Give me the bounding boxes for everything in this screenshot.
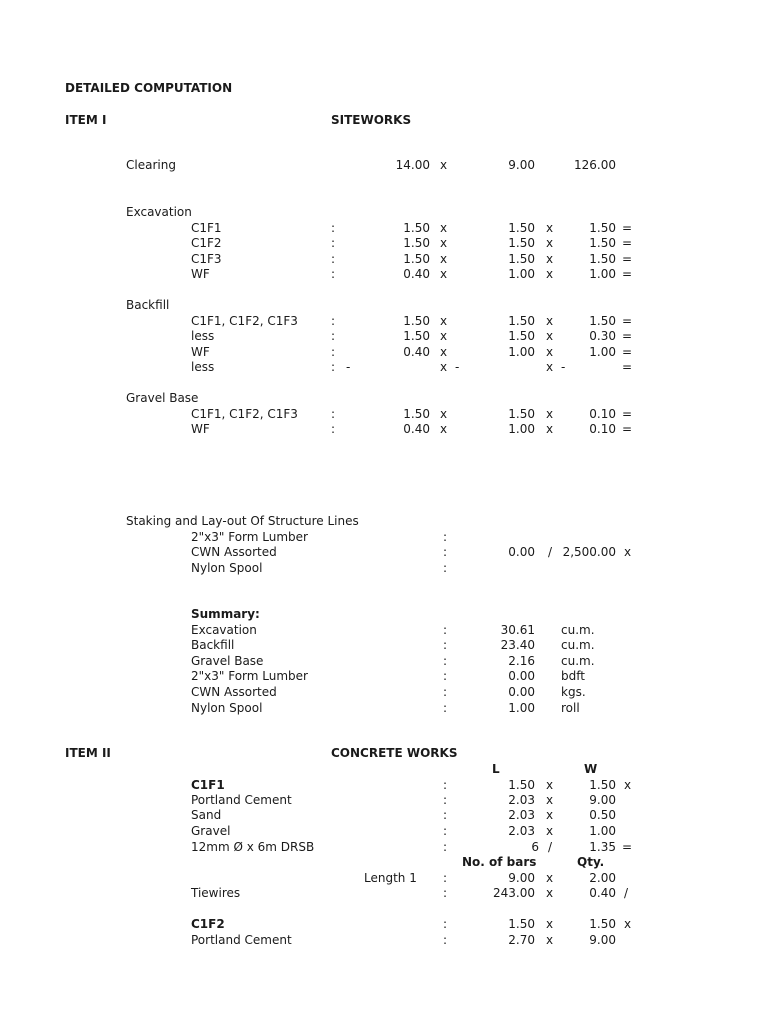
colon: : (443, 778, 448, 792)
row-name: Portland Cement (191, 933, 292, 947)
colon: : (443, 808, 448, 822)
equals-sign: = (622, 840, 633, 854)
value-b: 1.00 (508, 267, 535, 281)
excavation-label: Excavation (126, 205, 192, 219)
multiply-sign: x (624, 917, 632, 931)
colon: : (331, 221, 336, 235)
summary-unit: cu.m. (561, 654, 595, 668)
row-name: Excavation (191, 623, 257, 637)
row-name: C1F2 (191, 236, 222, 250)
value-a: 0.40 (403, 345, 430, 359)
value-b: 9.00 (589, 933, 616, 947)
value-c: 1.50 (589, 252, 616, 266)
row-name: Nylon Spool (191, 561, 263, 575)
value-a: 2.70 (508, 933, 535, 947)
dash: - (455, 360, 460, 374)
multiply-sign: x (624, 778, 632, 792)
quantity-header: Qty. (577, 855, 605, 869)
value-c: 1.50 (589, 314, 616, 328)
colon: : (331, 329, 336, 343)
multiply-sign: x (440, 221, 448, 235)
colon: : (443, 933, 448, 947)
equals-sign: = (622, 329, 633, 343)
row-name: less (191, 360, 215, 374)
dash: - (346, 360, 351, 374)
summary-value: 0.00 (508, 685, 535, 699)
item-1-label: ITEM I (65, 113, 107, 127)
colon: : (443, 824, 448, 838)
multiply-sign: x (440, 345, 448, 359)
value-c: 1.00 (589, 267, 616, 281)
value-a: 9.00 (508, 871, 535, 885)
value-c: 0.30 (589, 329, 616, 343)
equals-sign: = (622, 360, 633, 374)
multiply-sign: x (440, 422, 448, 436)
colon: : (443, 654, 448, 668)
summary-value: 23.40 (500, 638, 535, 652)
row-name: Nylon Spool (191, 701, 263, 715)
equals-sign: = (622, 236, 633, 250)
value-a: 6 (531, 840, 539, 854)
backfill-label: Backfill (126, 298, 170, 312)
row-name: CWN Assorted (191, 685, 277, 699)
colon: : (331, 252, 336, 266)
colon: : (443, 793, 448, 807)
length-value: 1.50 (508, 778, 535, 792)
value-b: 0.40 (589, 886, 616, 900)
value-a: 1.50 (403, 252, 430, 266)
multiply-sign: x (546, 267, 554, 281)
multiply-sign: x (546, 917, 554, 931)
equals-sign: = (622, 314, 633, 328)
multiply-sign: x (546, 252, 554, 266)
multiply-sign: x (440, 158, 448, 172)
row-name: C1F1 (191, 221, 222, 235)
multiply-sign: x (546, 886, 554, 900)
width-value: 1.50 (589, 917, 616, 931)
row-name: 2"x3" Form Lumber (191, 669, 308, 683)
summary-unit: roll (561, 701, 580, 715)
row-name: WF (191, 345, 210, 359)
value-c: 1.00 (589, 345, 616, 359)
multiply-sign: x (546, 329, 554, 343)
colon: : (443, 871, 448, 885)
colon: : (443, 638, 448, 652)
row-name: WF (191, 422, 210, 436)
gravel-base-label: Gravel Base (126, 391, 199, 405)
multiply-sign: x (624, 545, 632, 559)
value-b: 1.50 (508, 329, 535, 343)
colon: : (443, 917, 448, 931)
summary-unit: cu.m. (561, 638, 595, 652)
clearing-width: 9.00 (508, 158, 535, 172)
multiply-sign: x (546, 407, 554, 421)
colon: : (443, 530, 448, 544)
value-a: 243.00 (493, 886, 535, 900)
tiewires-label: Tiewires (191, 886, 241, 900)
multiply-sign: x (546, 933, 554, 947)
divide-sign: / (548, 840, 553, 854)
item-2-label: ITEM II (65, 746, 111, 760)
value-a: 1.50 (403, 236, 430, 250)
row-name: C1F1, C1F2, C1F3 (191, 407, 298, 421)
divide-sign: / (624, 886, 629, 900)
summary-heading: Summary: (191, 607, 260, 621)
value-b: 1.50 (508, 314, 535, 328)
equals-sign: = (622, 267, 633, 281)
staking-label: Staking and Lay-out Of Structure Lines (126, 514, 359, 528)
multiply-sign: x (440, 360, 448, 374)
summary-value: 0.00 (508, 669, 535, 683)
summary-unit: cu.m. (561, 623, 595, 637)
colon: : (443, 561, 448, 575)
multiply-sign: x (546, 793, 554, 807)
summary-unit: bdft (561, 669, 585, 683)
value-b: 1.50 (508, 252, 535, 266)
item-1-name: SITEWORKS (331, 113, 412, 127)
value-b: 0.50 (589, 808, 616, 822)
column-w-header: W (584, 762, 598, 776)
c1f2-label: C1F2 (191, 917, 225, 931)
multiply-sign: x (546, 345, 554, 359)
colon: : (443, 669, 448, 683)
value-b: 2.00 (589, 871, 616, 885)
clearing-result: 126.00 (574, 158, 616, 172)
multiply-sign: x (440, 314, 448, 328)
width-value: 1.50 (589, 778, 616, 792)
equals-sign: = (622, 221, 633, 235)
value-a: 1.50 (403, 329, 430, 343)
row-name: C1F3 (191, 252, 222, 266)
value-a: 0.00 (508, 545, 535, 559)
multiply-sign: x (440, 252, 448, 266)
row-name: Gravel (191, 824, 231, 838)
colon: : (331, 236, 336, 250)
row-name: 12mm Ø x 6m DRSB (191, 840, 315, 854)
multiply-sign: x (546, 314, 554, 328)
row-name: Gravel Base (191, 654, 264, 668)
colon: : (331, 360, 336, 374)
value-a: 2.03 (508, 824, 535, 838)
value-a: 2.03 (508, 793, 535, 807)
c1f1-label: C1F1 (191, 778, 225, 792)
divide-sign: / (548, 545, 553, 559)
value-a: 1.50 (403, 407, 430, 421)
colon: : (331, 407, 336, 421)
multiply-sign: x (546, 236, 554, 250)
number-of-bars-header: No. of bars (462, 855, 537, 869)
clearing-length: 14.00 (395, 158, 430, 172)
row-name: Backfill (191, 638, 235, 652)
value-b: 1.50 (508, 236, 535, 250)
colon: : (331, 422, 336, 436)
colon: : (443, 685, 448, 699)
summary-value: 1.00 (508, 701, 535, 715)
multiply-sign: x (546, 778, 554, 792)
dash: - (561, 360, 566, 374)
value-a: 1.50 (403, 221, 430, 235)
colon: : (443, 840, 448, 854)
equals-sign: = (622, 407, 633, 421)
row-name: less (191, 329, 215, 343)
value-b: 1.00 (508, 345, 535, 359)
value-b: 1.35 (589, 840, 616, 854)
row-name: C1F1, C1F2, C1F3 (191, 314, 298, 328)
value-b: 1.50 (508, 221, 535, 235)
value-b: 1.00 (508, 422, 535, 436)
row-name: CWN Assorted (191, 545, 277, 559)
value-a: 1.50 (403, 314, 430, 328)
multiply-sign: x (546, 221, 554, 235)
value-b: 2,500.00 (562, 545, 616, 559)
summary-value: 30.61 (500, 623, 535, 637)
length-value: 1.50 (508, 917, 535, 931)
value-a: 0.40 (403, 267, 430, 281)
document-title: DETAILED COMPUTATION (65, 81, 233, 95)
value-c: 0.10 (589, 422, 616, 436)
summary-value: 2.16 (508, 654, 535, 668)
row-name: Sand (191, 808, 222, 822)
multiply-sign: x (546, 360, 554, 374)
colon: : (443, 886, 448, 900)
multiply-sign: x (546, 824, 554, 838)
multiply-sign: x (440, 407, 448, 421)
row-name: WF (191, 267, 210, 281)
value-a: 2.03 (508, 808, 535, 822)
colon: : (331, 267, 336, 281)
item-2-name: CONCRETE WORKS (331, 746, 458, 760)
colon: : (443, 545, 448, 559)
row-name: Portland Cement (191, 793, 292, 807)
value-c: 0.10 (589, 407, 616, 421)
value-c: 1.50 (589, 236, 616, 250)
value-b: 1.00 (589, 824, 616, 838)
colon: : (331, 314, 336, 328)
multiply-sign: x (546, 422, 554, 436)
colon: : (443, 701, 448, 715)
multiply-sign: x (546, 808, 554, 822)
value-a: 0.40 (403, 422, 430, 436)
multiply-sign: x (440, 329, 448, 343)
multiply-sign: x (546, 871, 554, 885)
value-b: 9.00 (589, 793, 616, 807)
clearing-label: Clearing (126, 158, 176, 172)
colon: : (443, 623, 448, 637)
column-l-header: L (492, 762, 500, 776)
summary-unit: kgs. (561, 685, 586, 699)
equals-sign: = (622, 422, 633, 436)
value-b: 1.50 (508, 407, 535, 421)
row-name: 2"x3" Form Lumber (191, 530, 308, 544)
multiply-sign: x (440, 236, 448, 250)
multiply-sign: x (440, 267, 448, 281)
equals-sign: = (622, 252, 633, 266)
equals-sign: = (622, 345, 633, 359)
length-1-label: Length 1 (364, 871, 417, 885)
colon: : (331, 345, 336, 359)
value-c: 1.50 (589, 221, 616, 235)
